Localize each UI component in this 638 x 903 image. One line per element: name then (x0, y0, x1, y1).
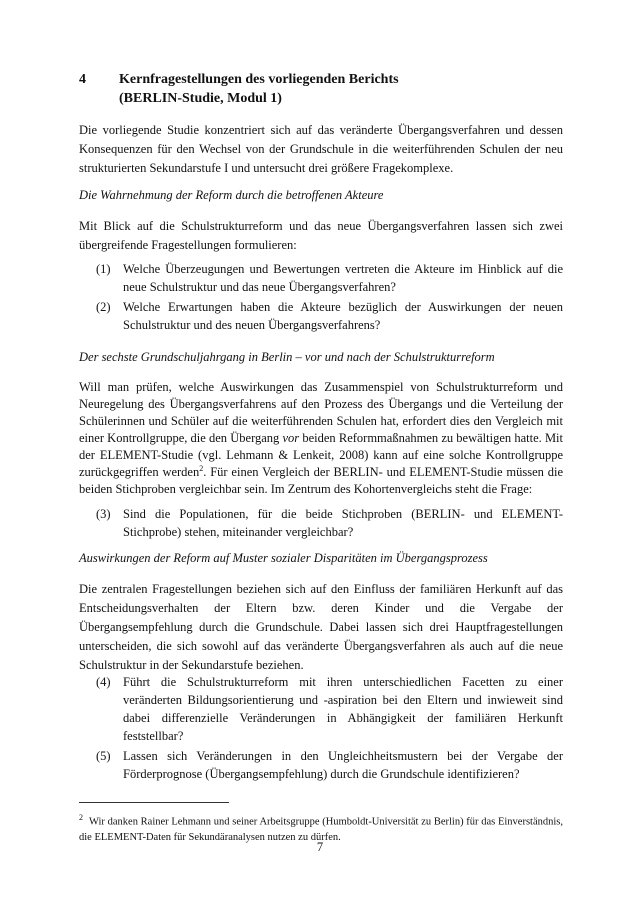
question-4 (96, 673, 563, 745)
question-text: Lassen sich Veränderungen in den Ungleichheitsmustern bei der Vergabe der Förderprognose (Übergangsempfehlung) durch die Grundschule identifizieren? (123, 749, 563, 781)
subheading-perception: Die Wahrnehmung der Reform durch die betroffenen Akteure (79, 188, 384, 202)
footnote-text: Wir danken Rainer Lehmann und seiner Arbeitsgruppe (Humboldt-Universität zu Berlin) für das Einverständnis, die ELEMENT-Daten für Sekundäranalysen nutzen zu dürfen. (79, 816, 563, 843)
intro-paragraph: Die vorliegende Studie konzentriert sich auf das veränderte Übergangsverfahren und dessen Konsequenzen für den Wechsel von der Grundschule in die weiterführenden Schulen der neu strukturierten Sekundarstufe I und untersucht drei größere Fragekomplexe. (79, 123, 563, 175)
question-1 (96, 260, 563, 296)
question-number: (3) (96, 507, 111, 521)
subheading-sixth-grade: Der sechste Grundschuljahrgang in Berlin – vor und nach der Schulstrukturreform (79, 350, 495, 364)
question-text: Sind die Populationen, für die beide Stichproben (BERLIN- und ELEMENT-Stichprobe) stehen, miteinander vergleichbar? (123, 507, 563, 539)
paragraph-text-b: beiden Reformmaßnahmen zu bewältigen hatte. Mit der ELEMENT-Studie (vgl. Lehmann & Lenkeit, 2008) kann auf eine solche Kontrollgruppe zurückgegriffen werden (79, 431, 563, 479)
page-number: 7 (316, 840, 324, 854)
question-text: Welche Erwartungen haben die Akteure bezüglich der Auswirkungen der neuen Schulstruktur und des neuen Übergangsverfahrens? (123, 300, 563, 332)
question-number: (4) (96, 675, 111, 689)
question-3 (96, 505, 563, 541)
section-title-line2: (BERLIN-Studie, Modul 1) (119, 91, 282, 106)
question-number: (1) (96, 262, 111, 276)
paragraph-cohort (79, 379, 563, 498)
emphasis-vor: vor (282, 431, 300, 445)
section-title-line1: Kernfragestellungen des vorliegenden Berichts (119, 72, 399, 87)
paragraph-perception: Mit Blick auf die Schulstrukturreform und das neue Übergangsverfahren lassen sich zwei übergreifende Fragestellungen formulieren: (79, 219, 563, 252)
footnote-number: 2 (79, 813, 83, 822)
subheading-disparities: Auswirkungen der Reform auf Muster sozialer Disparitäten im Übergangsprozess (79, 551, 488, 565)
question-number: (2) (96, 300, 111, 314)
paragraph-text-a: Will man prüfen, welche Auswirkungen das Zusammenspiel von Schulstrukturreform und Neuregelung des Übergangsverfahrens auf den Prozess des Übergangs und die Verteilung der Schülerinnen und Schüler auf die weiterführenden Schulen hat, erfordert dies den Vergleich mit einer Kontrollgruppe, die den Übergang (79, 380, 563, 445)
question-text: Welche Überzeugungen und Bewertungen vertreten die Akteure im Hinblick auf die neue Schulstruktur und das neue Übergangsverfahren? (123, 262, 563, 294)
footnote-ref: 2 (199, 463, 204, 473)
paragraph-text-c: . Für einen Vergleich der BERLIN- und ELEMENT-Studie müssen die beiden Stichproben vergleichbar sein. Im Zentrum des Kohortenvergleichs steht die Frage: (79, 465, 563, 496)
question-5 (96, 747, 563, 783)
paragraph-disparities: Die zentralen Fragestellungen beziehen sich auf den Einfluss der familiären Herkunft auf das Entscheidungsverhalten der Eltern bzw. deren Kinder und die Vergabe der Übergangsempfehlung durch die Grundschule. Dabei lassen sich drei Hauptfragestellungen unterscheiden, die sich sowohl auf das veränderte Übergangsverfahren als auch auf die neue Schulstruktur in der Sekundarstufe beziehen. (79, 582, 563, 672)
footnote-divider (79, 802, 229, 803)
section-number: 4 (79, 72, 86, 87)
question-2 (96, 298, 563, 334)
question-text: Führt die Schulstrukturreform mit ihren unterschiedlichen Facetten zu einer veränderten Bildungsorientierung und -aspiration bei den Eltern und inwieweit sind dabei differenzielle Veränderungen in Abhängigkeit der familiären Herkunft feststellbar? (123, 675, 563, 743)
question-number: (5) (96, 749, 111, 763)
